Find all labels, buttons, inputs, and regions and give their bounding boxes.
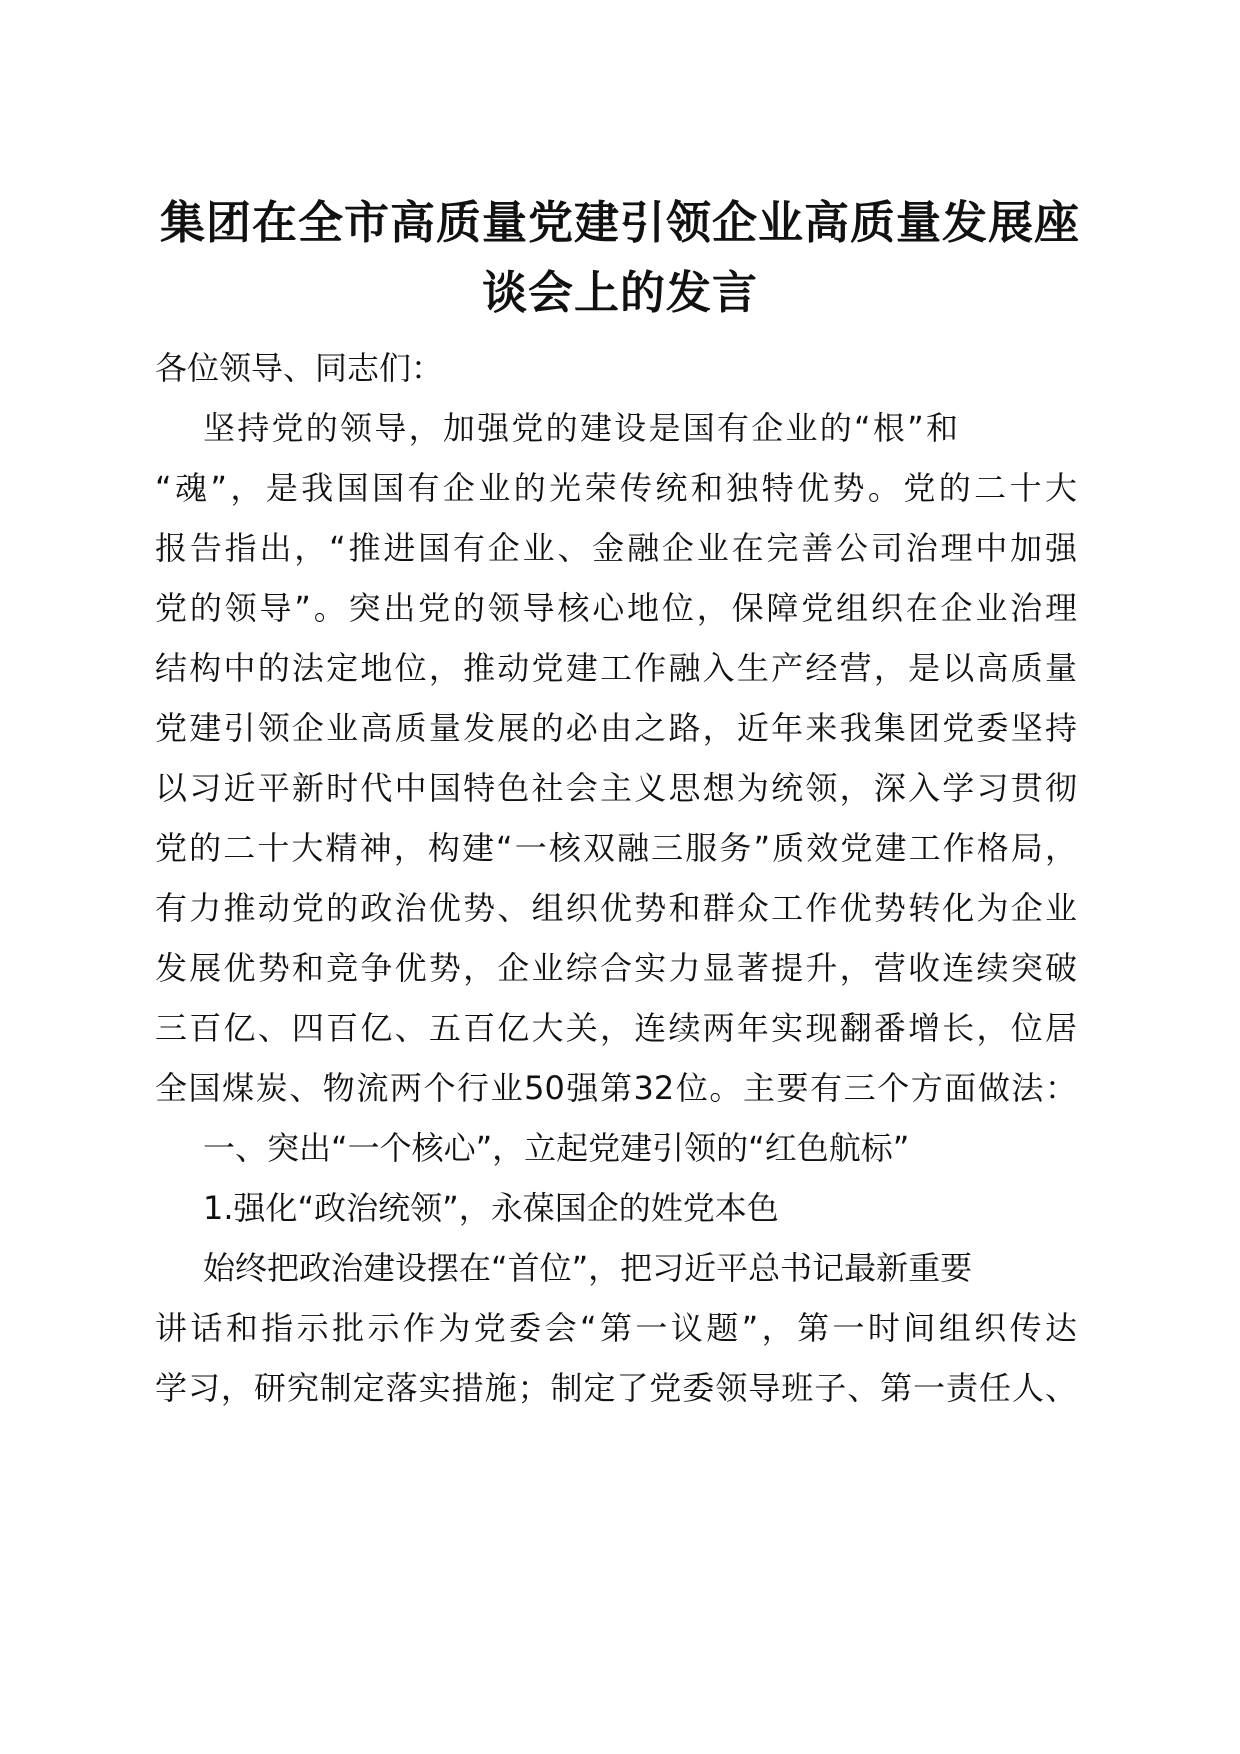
- body-line: 以习近平新时代中国特色社会主义思想为统领，深入学习贯彻: [155, 769, 1077, 807]
- body-line: “魂”，是我国国有企业的光荣传统和独特优势。党的二十大: [155, 469, 1077, 507]
- body-line: 党的领导”。突出党的领导核心地位，保障党组织在企业治理: [155, 589, 1077, 627]
- body-line: 党建引领企业高质量发展的必由之路，近年来我集团党委坚持: [155, 709, 1077, 747]
- body-line: 报告指出，“推进国有企业、金融企业在完善公司治理中加强: [155, 529, 1077, 567]
- body-line: 学习，研究制定落实措施；制定了党委领导班子、第一责任人、: [155, 1369, 1077, 1407]
- document-title-line-1: 集团在全市高质量党建引领企业高质量发展座: [159, 196, 1080, 249]
- body-line: 三百亿、四百亿、五百亿大关，连续两年实现翻番增长，位居: [155, 1009, 1077, 1047]
- body-line: 坚持党的领导，加强党的建设是国有企业的“根”和: [203, 409, 958, 447]
- body-line: 全国煤炭、物流两个行业50强第32位。主要有三个方面做法：: [155, 1069, 1077, 1107]
- body-line: 党的二十大精神，构建“一核双融三服务”质效党建工作格局，: [155, 829, 1077, 867]
- document-title-line-2: 谈会上的发言: [481, 266, 758, 319]
- body-line: 有力推动党的政治优势、组织优势和群众工作优势转化为企业: [155, 889, 1077, 927]
- salutation: 各位领导、同志们：: [155, 349, 444, 387]
- body-line: 讲话和指示批示作为党委会“第一议题”，第一时间组织传达: [155, 1309, 1077, 1347]
- section-heading-1: 一、突出“一个核心”，立起党建引领的“红色航标”: [203, 1129, 910, 1167]
- body-line: 发展优势和竞争优势，企业综合实力显著提升，营收连续突破: [155, 949, 1077, 987]
- body-line: 结构中的法定地位，推动党建工作融入生产经营，是以高质量: [155, 649, 1077, 687]
- subsection-heading-1: 1.强化“政治统领”，永葆国企的姓党本色: [203, 1189, 779, 1227]
- body-line: 始终把政治建设摆在“首位”，把习近平总书记最新重要: [203, 1249, 973, 1287]
